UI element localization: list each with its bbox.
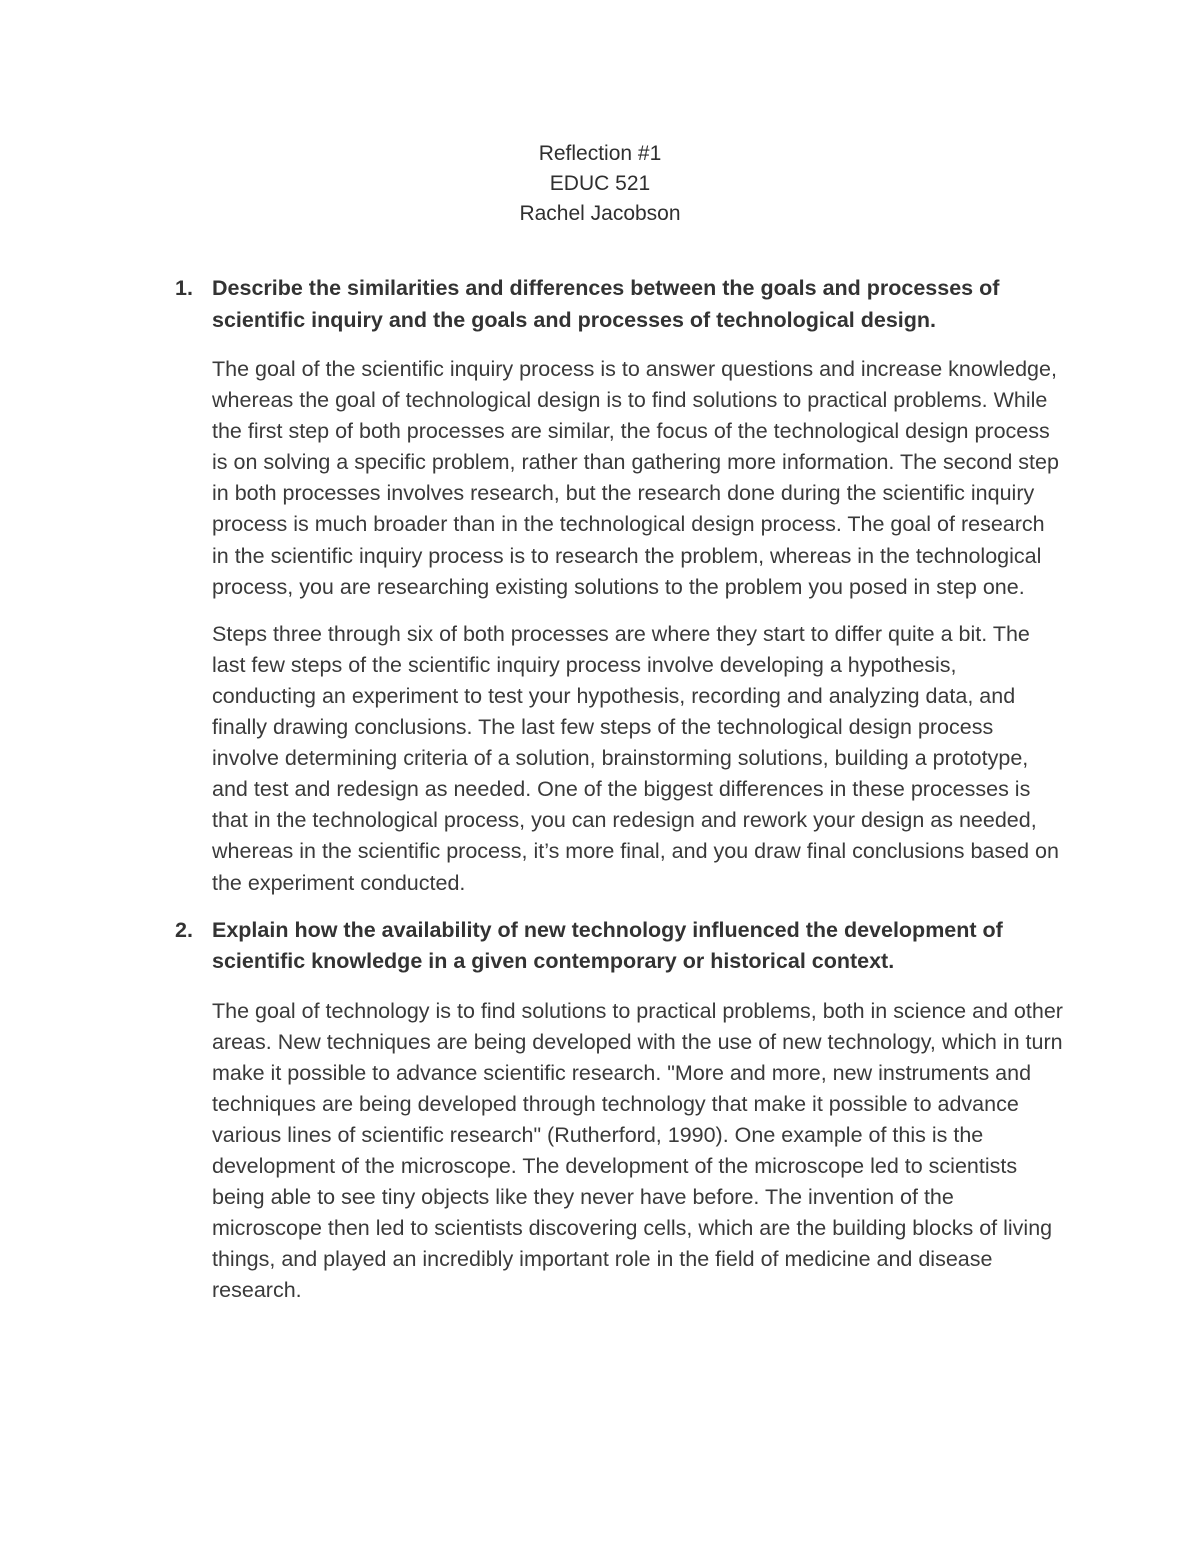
question-1 (175, 273, 1065, 336)
document-header (0, 140, 1200, 230)
answer-paragraph: Steps three through six of both processes are where they start to differ quite a bit. The last few steps of the scientific inquiry process involve developing a hypothesis, conducting an experiment to test your hypothesis, recording and analyzing data, and finally drawing conclusions. The last few steps of the technological design process involve determining criteria of a solution, brainstorming solutions, building a prototype, and test and redesign as needed. One of the biggest differences in these processes is that in the technological process, you can redesign and rework your design as needed, whereas in the scientific process, it’s more final, and you draw final conclusions based on the experiment conducted. (212, 621, 1059, 895)
course-code: EDUC 521 (549, 172, 651, 195)
document-body (175, 273, 1065, 1323)
document-title: Reflection #1 (538, 142, 662, 165)
answer-paragraph: The goal of the scientific inquiry process is to answer questions and increase knowledge, whereas the goal of technological design is to find solutions to practical problems. While the first step of both processes are similar, the focus of the technological design process is on solving a specific problem, rather than gathering more information. The second step in both processes involves research, but the research done during the scientific inquiry process is much broader than in the technological design process. The goal of research in the scientific inquiry process is to research the problem, whereas in the technological process, you are researching existing solutions to the problem you posed in step one. (212, 357, 1059, 599)
question-prompt: Explain how the availability of new technology influenced the development of scientific knowledge in a given contemporary or historical context. (212, 917, 1003, 974)
question-prompt: Describe the similarities and differences between the goals and processes of scientific inquiry and the goals and processes of technological design. (212, 276, 1000, 332)
question-number: 2. (175, 917, 193, 942)
author-name: Rachel Jacobson (519, 202, 681, 225)
question-number: 1. (175, 276, 193, 300)
answer-paragraph: The goal of technology is to find solutions to practical problems, both in science and other areas. New techniques are being developed with the use of new technology, which in turn make it possible to advance scientific research. "More and more, new instruments and techniques are being developed through technology that make it possible to advance various lines of scientific research" (Rutherford, 1990). One example of this is the development of the microscope. The development of the microscope led to scientists being able to see tiny objects like they never have before. The invention of the microscope then led to scientists discovering cells, which are the building blocks of living things, and played an incredibly important role in the field of medicine and disease research. (212, 998, 1063, 1303)
question-2 (175, 915, 1065, 978)
